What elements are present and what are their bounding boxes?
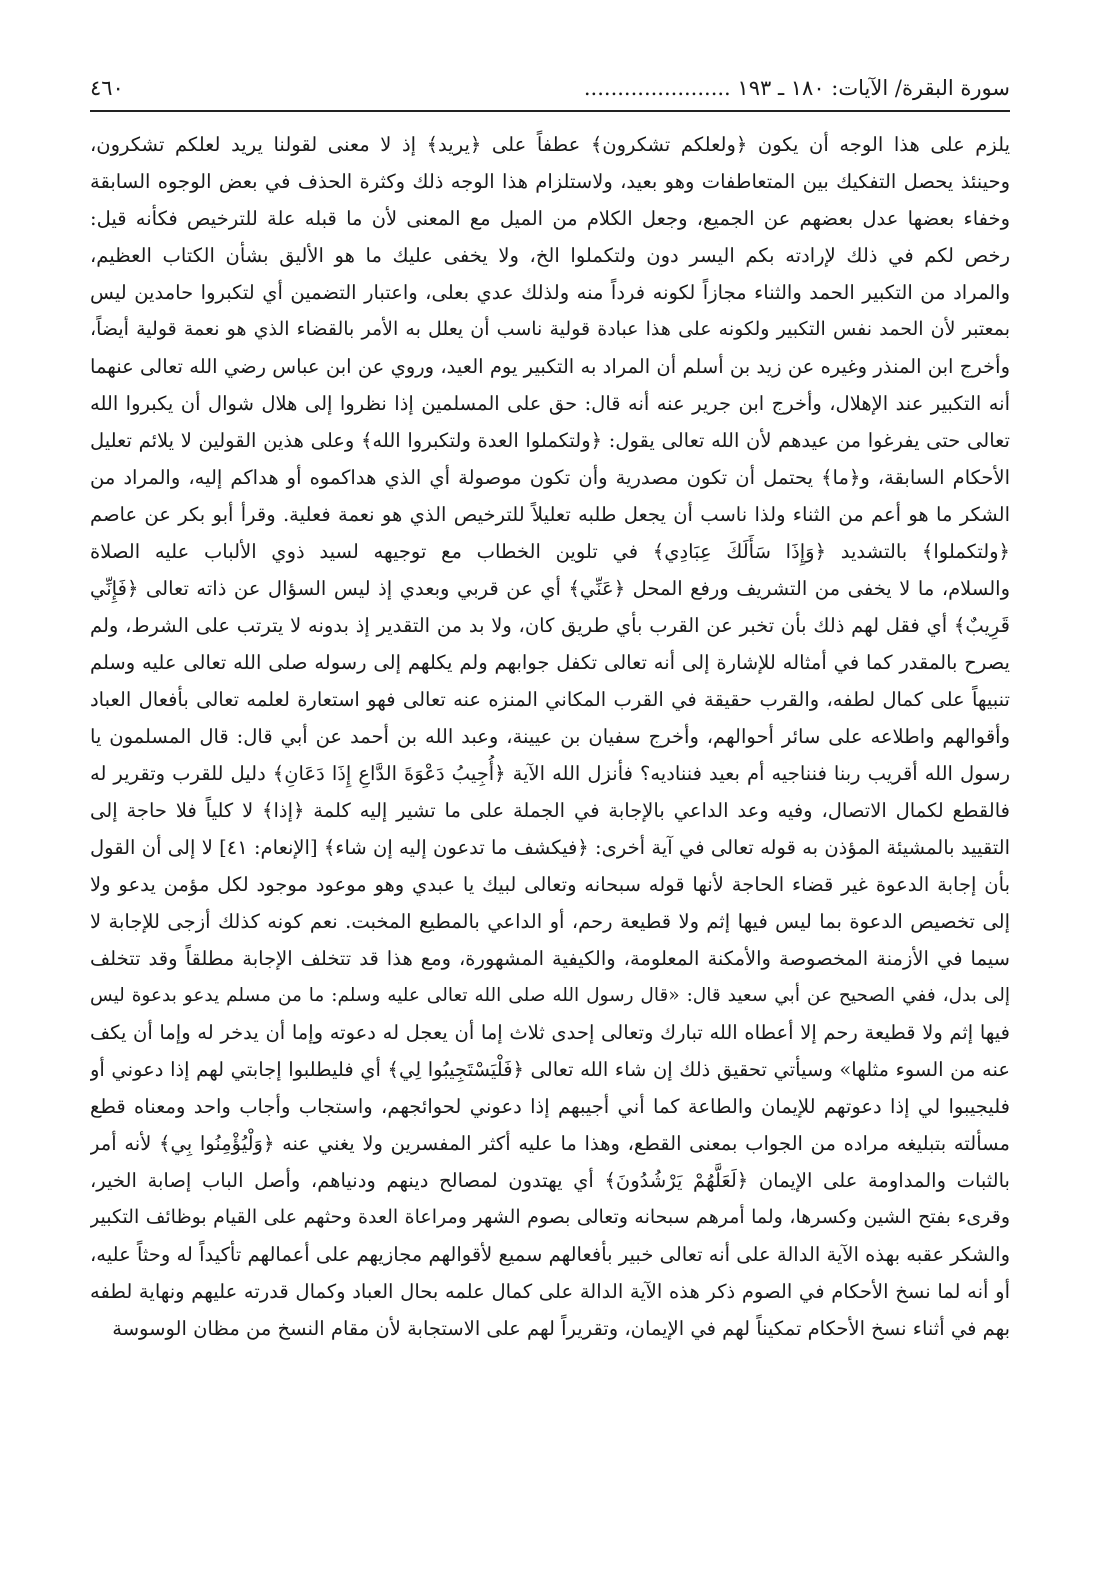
text-line: بهم في أثناء نسخ الأحكام تمكيناً لهم في الإيمان، وتقريراً لهم على الاستجابة لأن مقام النسخ من مظان الوسوسة bbox=[112, 1317, 1010, 1340]
text-line: فالقطع لكمال الاتصال، وفيه وعد الداعي بالإجابة في الجملة على ما تشير إليه كلمة ﴿إذا﴾ لا كلياً فلا حاجة إلى bbox=[90, 799, 1010, 822]
text-line: إلى تخصيص الدعوة بما ليس فيها إثم ولا قطيعة رحم، أو الداعي بالمطيع المخبت. نعم كونه كذلك أزجى للإجابة لا bbox=[90, 910, 1010, 933]
text-line: عنه من السوء مثلها» وسيأتي تحقيق ذلك إن شاء الله تعالى ﴿فَلْيَسْتَجِيبُوا لِي﴾ أي فليطلبوا إجابتي لهم إذا دعوني أو bbox=[90, 1058, 1010, 1081]
text-line: بمعتبر لأن الحمد نفس التكبير ولكونه على هذا عبادة قولية ناسب أن يعلل به الأمر بالقضاء الذي هو نعمة قولية أيضاً، bbox=[90, 318, 1010, 340]
text-line: فيها إثم ولا قطيعة رحم إلا أعطاه الله تبارك وتعالى إحدى ثلاث إما أن يعجل له دعوته وإما أن يدخر له وإما أن يكف bbox=[90, 1021, 1010, 1044]
text-line: وأقوالهم واطلاعه على سائر أحوالهم، وأخرج سفيان بن عيينة، وعبد الله بن أحمد عن أبي قال: قال المسلمون يا bbox=[90, 725, 1010, 748]
text-line: فليجيبوا لي إذا دعوتهم للإيمان والطاعة كما أني أجيبهم إذا دعوني لحوائجهم، واستجاب وأجاب واحد ومعناه قطع bbox=[90, 1095, 1010, 1118]
text-line: ﴿ولتكملوا﴾ بالتشديد ﴿وَإِذَا سَأَلَكَ عِبَادِي﴾ في تلوين الخطاب مع توجيهه لسيد ذوي الألباب عليه الصلاة bbox=[90, 540, 1010, 563]
text-line: تعالى حتى يفرغوا من عيدهم لأن الله تعالى يقول: ﴿ولتكملوا العدة ولتكبروا الله﴾ وعلى هذين القولين لا يلائم تعليل bbox=[90, 429, 1010, 452]
book-page bbox=[90, 76, 1010, 1536]
text-line: مسألته بتبليغه مراده من الجواب بمعنى القطع، وهذا ما عليه أكثر المفسرين ولا يغني عنه ﴿وَلْيُؤْمِنُوا بِي﴾ لأنه أمر bbox=[90, 1132, 1010, 1155]
text-line: والمراد من التكبير الحمد والثناء مجازاً لكونه فرداً منه ولذلك عدي بعلى، واعتبار التضمين أي لتكبروا حامدين ليس bbox=[90, 281, 1010, 304]
text-line: أنه التكبير عند الإهلال، وأخرج ابن جرير عنه أنه قال: حق على المسلمين إذا نظروا إلى هلال شوال أن يكبروا الله bbox=[90, 392, 1010, 415]
text-line: تنبيهاً على كمال لطفه، والقرب حقيقة في القرب المكاني المنزه عنه تعالى فهو استعارة لعلمه تعالى بأفعال العباد bbox=[90, 688, 1010, 711]
text-line: بالثبات والمداومة على الإيمان ﴿لَعَلَّهُمْ يَرْشُدُونَ﴾ أي يهتدون لمصالح دينهم ودنياهم، وأصل الباب إصابة الخير، bbox=[90, 1169, 1010, 1192]
text-line: والسلام، ما لا يخفى من التشريف ورفع المحل ﴿عَنِّي﴾ أي عن قربي وبعدي إذ ليس السؤال عن ذاته تعالى ﴿فَإِنِّي bbox=[90, 577, 1010, 600]
text-line: إلى بدل، ففي الصحيح عن أبي سعيد قال: «قال رسول الله صلى الله تعالى عليه وسلم: ما من مسلم يدعو بدعوة ليس bbox=[90, 985, 1010, 1006]
text-line: سيما في الأزمنة المخصوصة والأمكنة المعلومة، والكيفية المشهورة، ومع هذا قد تتخلف الإجابة مطلقاً وقد تتخلف bbox=[90, 947, 1010, 970]
running-title bbox=[584, 76, 1010, 100]
page-header bbox=[90, 76, 1010, 112]
text-line: قَرِيبٌ﴾ أي فقل لهم ذلك بأن تخبر عن القرب بأي طريق كان، ولا بد من التقدير إذ بدونه لا يترتب على الشرط، ولم bbox=[90, 614, 1010, 637]
page-number: ٤٦٠ bbox=[90, 76, 124, 100]
text-line: وقرىء بفتح الشين وكسرها، ولما أمرهم سبحانه وتعالى بصوم الشهر ومراعاة العدة وحثهم على القيام بوظائف التكبير bbox=[90, 1206, 1010, 1228]
text-line: وأخرج ابن المنذر وغيره عن زيد بن أسلم أن المراد به التكبير يوم العيد، وروي عن ابن عباس رضي الله تعالى عنهما bbox=[90, 355, 1010, 378]
text-line: رخص لكم في ذلك لإرادته بكم اليسر دون ولتكملوا الخ، ولا يخفى عليك ما هو الأليق بشأن الكتاب العظيم، bbox=[90, 244, 1010, 267]
text-line: التقييد بالمشيئة المؤذن به قوله تعالى في آية أخرى: ﴿فيكشف ما تدعون إليه إن شاء﴾ [الإنعام: ٤١] لا إلى أن القول bbox=[90, 836, 1010, 859]
text-line: يصرح بالمقدر كما في أمثاله للإشارة إلى أنه تعالى تكفل جوابهم ولم يكلهم إلى رسوله صلى الله تعالى عليه وسلم bbox=[90, 651, 1010, 674]
commentary-text bbox=[90, 126, 1010, 1347]
text-line: الأحكام السابقة، و﴿ما﴾ يحتمل أن تكون مصدرية وأن تكون موصولة أي الذي هداكموه أو هداكم إليه، والمراد من bbox=[90, 466, 1010, 489]
text-line: وخفاء بعضها عدل بعضهم عن الجميع، وجعل الكلام من الميل مع المعنى لأن ما قبله علة للترخيص فكأنه قيل: bbox=[90, 207, 1010, 230]
header-surah-title: سورة البقرة/ الآيات: ١٨٠ ـ ١٩٣ bbox=[737, 76, 1010, 100]
text-line: رسول الله أقريب ربنا فنناجيه أم بعيد فنناديه؟ فأنزل الله الآية ﴿أُجِيبُ دَعْوَةَ الدَّاعِ إِذَا دَعَانِ﴾ دليل للقرب وتقرير له bbox=[90, 762, 1010, 785]
text-line: الشكر ما هو أعم من الثناء ولذا ناسب أن يجعل طلبه تعليلاً للترخيص الذي هو نعمة فعلية. وقرأ أبو بكر عن عاصم bbox=[90, 503, 1010, 526]
text-line: أو أنه لما نسخ الأحكام في الصوم ذكر هذه الآية الدالة على كمال علمه بحال العباد وكمال قدرته عليهم ونهاية لطفه bbox=[90, 1280, 1010, 1303]
text-line: يلزم على هذا الوجه أن يكون ﴿ولعلكم تشكرون﴾ عطفاً على ﴿يريد﴾ إذ لا معنى لقولنا يريد لعلكم تشكرون، bbox=[90, 133, 1010, 156]
text-line: وحينئذ يحصل التفكيك بين المتعاطفات وهو بعيد، ولاستلزام هذا الوجه ذلك وكثرة الحذف في بعض الوجوه السابقة bbox=[90, 170, 1010, 193]
header-leader-dots: ...................... bbox=[583, 76, 731, 100]
text-line: والشكر عقبه بهذه الآية الدالة على أنه تعالى خبير بأفعالهم سميع لأقوالهم مجازيهم على أعمالهم تأكيداً له وحثاً عليه، bbox=[90, 1243, 1010, 1266]
text-line: بأن إجابة الدعوة غير قضاء الحاجة لأنها قوله سبحانه وتعالى لبيك يا عبدي وهو موعود موجود لكل مؤمن يدعو ولا bbox=[90, 873, 1010, 896]
